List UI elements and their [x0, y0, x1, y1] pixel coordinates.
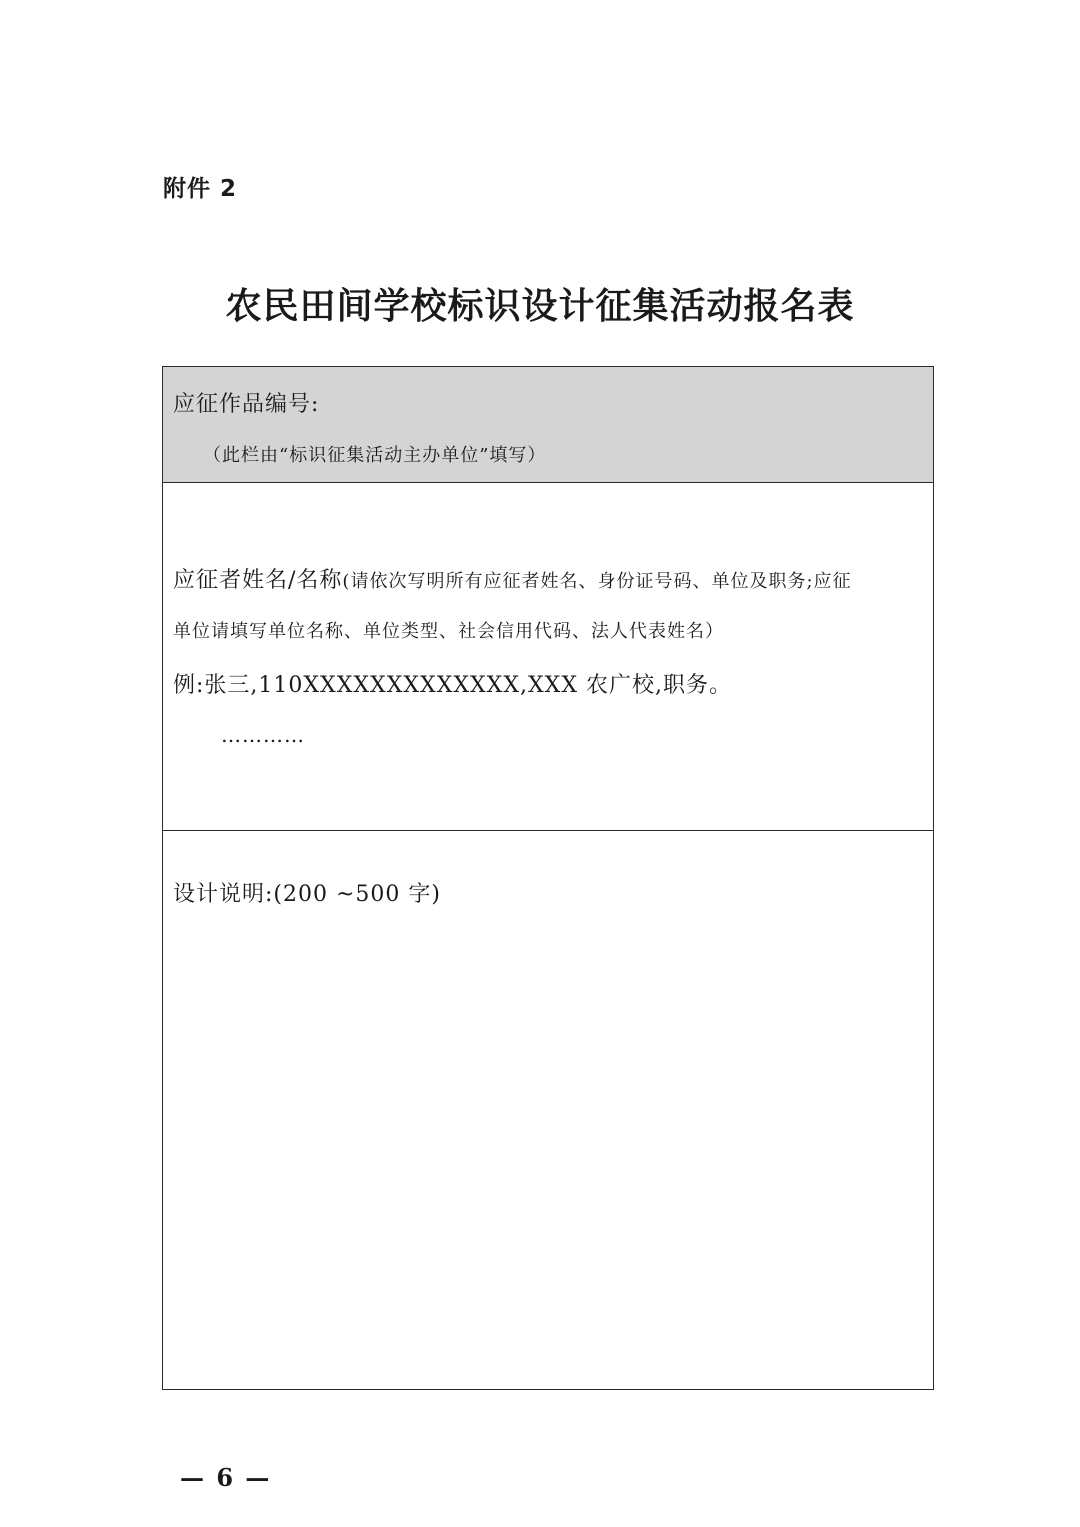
- design-description-label: 设计说明:(200 ~500 字): [173, 882, 441, 907]
- applicant-label: 应征者姓名/名称: [173, 568, 343, 593]
- registration-form-table: [162, 366, 934, 1390]
- page-number: — 6 —: [180, 1463, 272, 1492]
- entry-number-note: （此栏由“标识征集活动主办单位”填写）: [203, 445, 547, 466]
- attachment-label: 附件 2: [163, 176, 238, 202]
- applicant-instruction-line1: (请依次写明所有应征者姓名、身份证号码、单位及职务;应征: [342, 571, 852, 592]
- form-title: 农民田间学校标识设计征集活动报名表: [225, 286, 855, 327]
- applicant-ellipsis: …………: [221, 723, 305, 747]
- applicant-example: 例:张三,110XXXXXXXXXXXXX,XXX 农广校,职务。: [173, 673, 732, 698]
- applicant-label-line: [173, 565, 852, 597]
- design-description-row: [163, 831, 933, 1391]
- entry-number-label: 应征作品编号:: [173, 392, 320, 417]
- entry-number-row: [163, 367, 933, 483]
- applicant-instruction-line2: 单位请填写单位名称、单位类型、社会信用代码、法人代表姓名）: [173, 621, 724, 642]
- applicant-row: [163, 483, 933, 831]
